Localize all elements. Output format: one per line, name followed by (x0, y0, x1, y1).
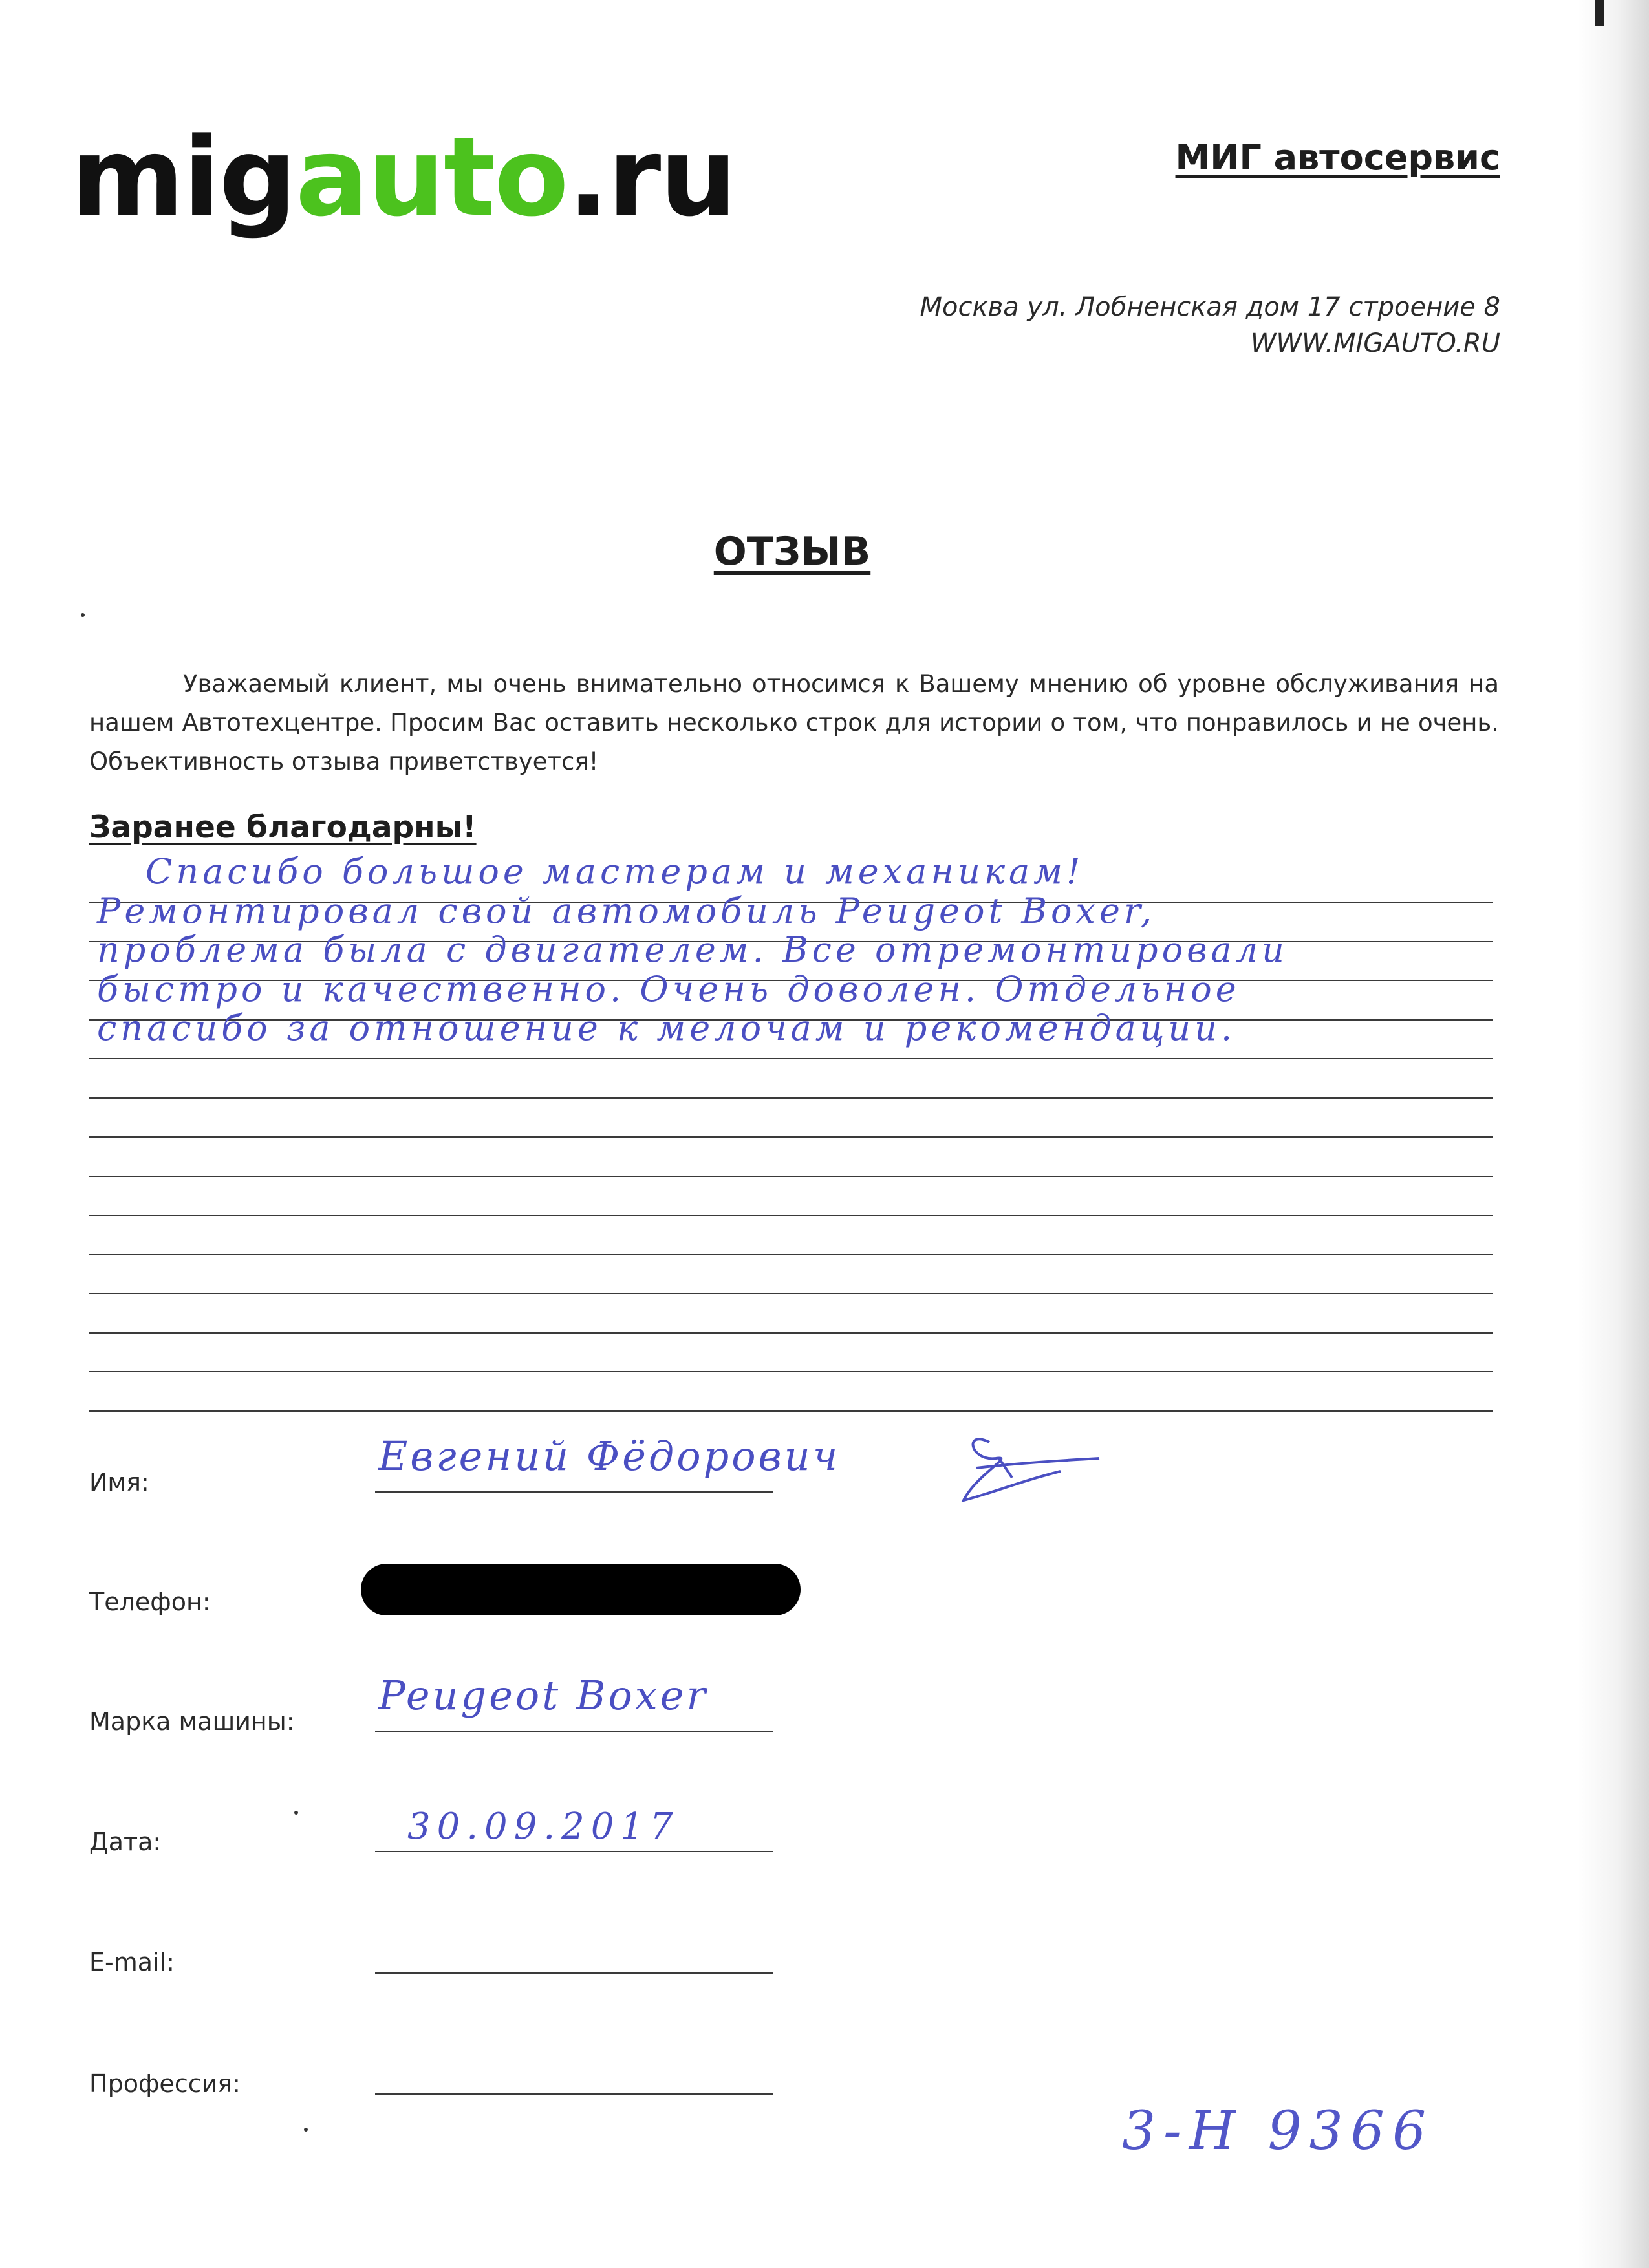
company-logo (71, 114, 736, 241)
rule-line (89, 1176, 1493, 1177)
rule-line (89, 1215, 1493, 1216)
profession-field-line (375, 2093, 773, 2095)
email-field-line (375, 1972, 773, 1974)
redaction-bar (361, 1564, 801, 1615)
phone-label: Телефон: (89, 1588, 211, 1616)
intro-paragraph: Уважаемый клиент, мы очень внимательно относимся к Вашему мнению об уровне обслуживания на нашем Автотехцентре. Просим Вас оставить несколько строк для истории о том, что понравилось и не очень. Объективность отзыва приветствуется! (89, 670, 1499, 775)
profession-label: Профессия: (89, 2069, 241, 2098)
page-title: ОТЗЫВ (713, 529, 871, 574)
review-line: быстро и качественно. Очень доволен. Отдельное (97, 968, 1240, 1010)
date-value: 30.09.2017 (407, 1806, 680, 1848)
review-line: спасибо за отношение к мелочам и рекомендации. (97, 1008, 1236, 1048)
logo-text-mig: mig (71, 114, 296, 241)
logo-text-ru: .ru (567, 114, 736, 241)
logo-text-auto: auto (295, 114, 568, 241)
scan-speck (304, 2128, 308, 2132)
thanks-heading: Заранее благодарны! (89, 810, 477, 845)
email-label: E-mail: (89, 1948, 175, 1976)
company-address: Москва ул. Лобненская дом 17 строение 8 (920, 292, 1500, 322)
rule-line (89, 1293, 1493, 1294)
review-line: Спасибо большое мастерам и механикам! (146, 851, 1084, 892)
name-value: Евгений Фёдорович (378, 1432, 841, 1480)
date-label: Дата: (89, 1828, 162, 1856)
signature-mark (951, 1423, 1106, 1513)
rule-line (89, 1136, 1493, 1138)
company-website: WWW.MIGAUTO.RU (1250, 329, 1500, 358)
scan-edge-mark (1595, 0, 1604, 26)
rule-line (89, 1254, 1493, 1255)
handwritten-review (97, 852, 1500, 1048)
scan-speck (294, 1811, 298, 1815)
rule-line (89, 1058, 1493, 1059)
rule-line (89, 1097, 1493, 1099)
rule-line (89, 1332, 1493, 1334)
name-field-line (375, 1491, 773, 1493)
car-value: Peugeot Boxer (378, 1672, 709, 1719)
name-label: Имя: (89, 1468, 149, 1496)
scan-speck (81, 613, 85, 617)
review-line: Ремонтировал свой автомобиль Peugeot Boxer, (97, 890, 1156, 931)
date-field-line (375, 1851, 773, 1852)
rule-line (89, 1371, 1493, 1372)
scan-edge-shadow (1578, 0, 1649, 2268)
document-number: 3-Н 9366 (1122, 2101, 1434, 2162)
car-field-line (375, 1731, 773, 1732)
company-name: МИГ автосервис (1175, 137, 1500, 178)
review-line: проблема была с двигателем. Все отремонтировали (97, 929, 1288, 970)
car-label: Марка машины: (89, 1707, 295, 1736)
rule-line (89, 1410, 1493, 1412)
